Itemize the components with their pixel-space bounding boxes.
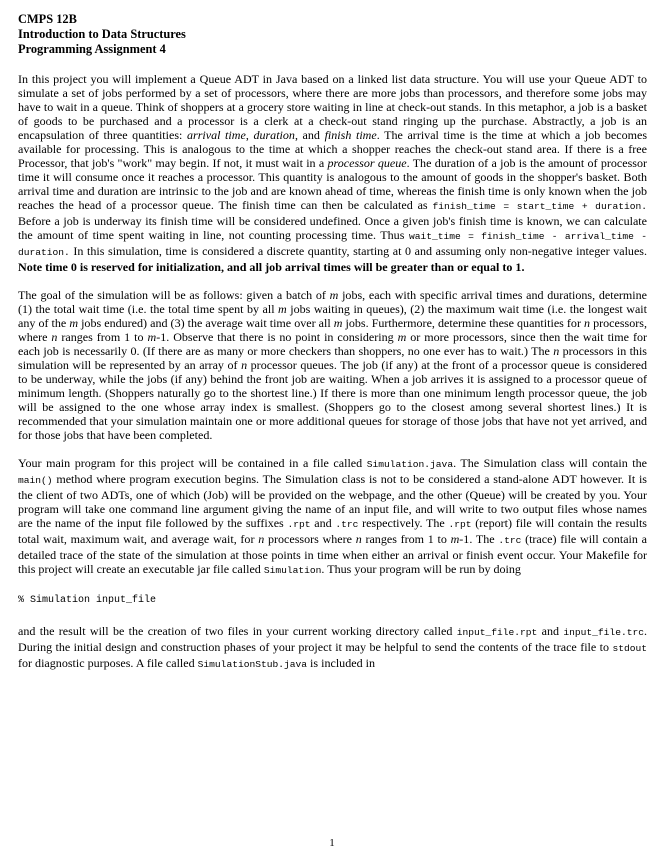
page-number: 1 (329, 837, 335, 849)
course-code: CMPS 12B (18, 12, 77, 26)
assignment-title: Programming Assignment 4 (18, 42, 166, 56)
course-title: Introduction to Data Structures (18, 27, 186, 41)
note-time-zero: Note time 0 is reserved for initialization, and all job arrival times will be greater than or equal to 1. (18, 260, 525, 274)
document-page (18, 12, 647, 672)
paragraph-output-files: and the result will be the creation of two files in your current working directory called input_file.rpt and input_file.trc. During the initial design and construction phases of your project it may be helpful to send the contents of the trace file to stdout for diagnostic purposes. A file called SimulationStub.java is included in (18, 624, 647, 670)
paragraph-main-program: Your main program for this project will be contained in a file called Simulation.java. The Simulation class will contain the main() method where program execution begins. The Simulation class is not to be considered a stand-alone ADT however. It is the client of two ADTs, one of which (Job) will be provided on the webpage, and the other (Queue) will be created by you. Your program will take one command line argument giving the name of an input file, and will write to two output files whose names are the name of the input file followed by the suffixes .rpt and .trc respectively. The .rpt (report) file will contain the results total wait, maximum wait, and average wait, for n processors where n ranges from 1 to m-1. The .trc (trace) file will contain a detailed trace of the state of the simulation at those points in time when either an arrival or finish event occur. Your Makefile for this project will create an executable jar file called Simulation. Thus your program will be run by doing (18, 456, 647, 576)
paragraph-goal: The goal of the simulation will be as follows: given a batch of m jobs, each with specific arrival times and durations, determine (1) the total wait time (i.e. the total time spent by all m jobs waiting in queues), (2) the maximum wait time (i.e. the longest wait any of the m jobs endured) and (3) the average wait time over all m jobs. Furthermore, determine these quantities for n processors, where n ranges from 1 to m-1. Observe that there is no point in considering m or more processors, since then the wait time for each job is necessarily 0. (If there are as many or more checkers than shoppers, no one ever has to wait.) The n processors in this simulation will be represented by an array of n processor queues. The job (if any) at the front of a processor queue is considered to be underway, while the jobs (if any) behind the front job are waiting. When a job arrives it is assigned to a processor queue of minimum length. (Shoppers naturally go to the shortest line.) If there is more than one minimum length processor queue, the job will be assigned to the one whose array index is smallest. (Shoppers go to the closest among several shortest lines.) It is recommended that your simulation maintain one or more additional queues for storage of those jobs that have not yet arrived, and for those jobs that have been completed. (18, 288, 648, 442)
paragraph-intro: In this project you will implement a Queue ADT in Java based on a linked list data structure. You will use your Queue ADT to simulate a set of jobs performed by a set of processors, where there are more jobs than processors, and therefore some jobs may have to wait in a queue. Think of shoppers at a grocery store waiting in line at check-out stands. In this metaphor, a job is a basket of goods to be purchased and a processor is a clerk at a check-out stand ringing up the purchase. Abstractly, a job is an encapsulation of three quantities: arrival time, duration, and finish time. The arrival time is the time at which a job becomes available for processing. This is analogous to the time at which a shopper reaches the check-out stand area. If there is a free Processor, that job's "work" may begin. If not, it must wait in a processor queue. The duration of a job is the amount of processor time it will consume once it reaches a processor. This quantity is analogous to the amount of goods in the shopper's basket. Both arrival time and duration are intrinsic to the job and are known ahead of time, whereas the finish time is only known when the job reaches the head of a processor queue. The finish time can then be calculated as finish_time = start_time + duration. Before a job is underway its finish time will be considered undefined. Once a given job's finish time is known, we can calculate the amount of time spent waiting in line, not counting processing time. Thus wait_time = finish_time - arrival_time - duration. In this simulation, time is considered a discrete quantity, starting at 0 and assuming only non-negative integer values. Note time 0 is reserved for initialization, and all job arrival times will be greater than or equal to 1. (18, 72, 648, 274)
command-example: % Simulation input_file (18, 595, 157, 606)
